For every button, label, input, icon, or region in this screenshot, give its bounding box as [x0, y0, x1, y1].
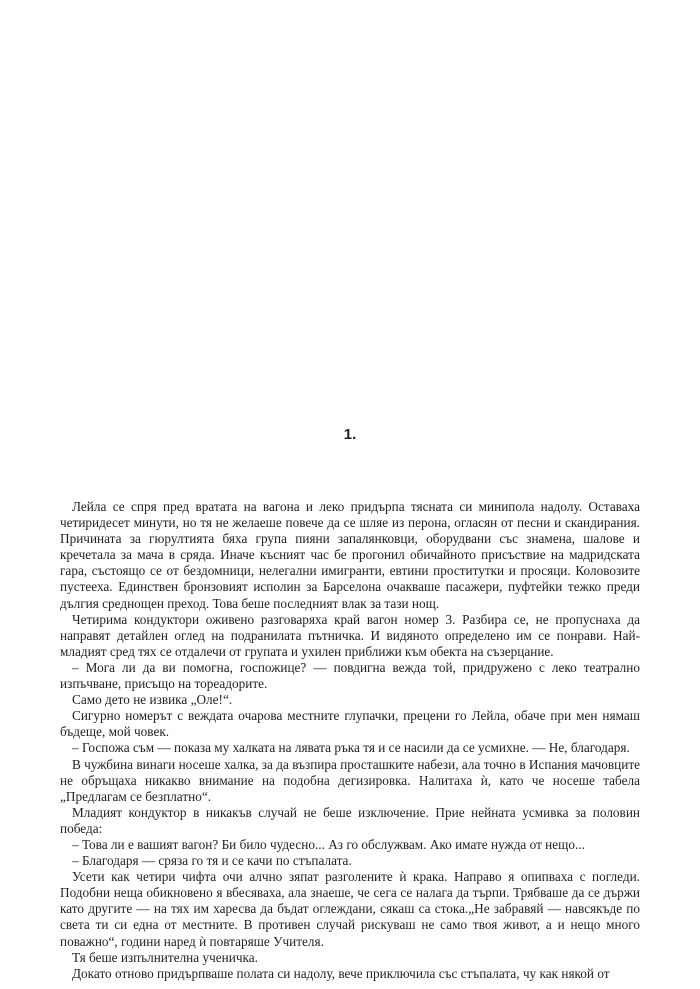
paragraph: Младият кондуктор в никакъв случай не беше изключение. Прие нейната усмивка за половин победа: — [60, 804, 640, 836]
paragraph: Сигурно номерът с веждата очарова местните глупачки, прецени го Лейла, обаче при мен нямаш бъдеще, мой човек. — [60, 708, 640, 740]
paragraph: В чужбина винаги носеше халка, за да възпира просташките набези, ала точно в Испания мачовците не обръщаха никакво внимание на подобна дегизировка. Налитаха ѝ, като че носеше табела „Предлагам се безплатно“. — [60, 756, 640, 804]
paragraph: Четирима кондуктори оживено разговаряха край вагон номер 3. Разбира се, не пропуснаха да направят детайлен оглед на подранилата пътничка. И видяното определено им се понрави. Най-младият сред тях се отдалечи от групата и ухилен приближи към обекта на съзерцание. — [60, 611, 640, 659]
paragraph: Лейла се спря пред вратата на вагона и леко придърпа тясната си минипола надолу. Оставаха четиридесет минути, но тя не желаеше повече да се шляе из перона, огласян от песни и скандирания. Причината за гюрултията бяха група пияни запалянковци, оборудвани със знамена, шалове и кречетала за мача в сряда. Иначе късният час бе прогонил обичайното присъствие на мадридската гара, състоящо се от бездомници, нелегални имигранти, евтини проститутки и просяци. Коловозите пустееха. Единствен бронзовият исполин за Барселона очакваше пасажери, пуфтейки тежко преди дългия среднощен преход. Това беше последният влак за тази нощ. — [60, 499, 640, 611]
paragraph: Тя беше изпълнителна ученичка. — [72, 949, 258, 965]
paragraph: – Мога ли да ви помогна, госпожице? — повдигна вежда той, придружено с леко театрално изпъчване, присъщо на тореадорите. — [60, 659, 640, 692]
paragraph: – Благодаря — сряза го тя и се качи по стъпалата. — [72, 853, 352, 869]
paragraph: Докато отново придърпваше полата си надолу, вече приключила със стъпалата, чу как някой от — [72, 965, 610, 981]
chapter-title: 1. — [343, 426, 357, 443]
chapter-body — [60, 499, 640, 982]
paragraph: Усети как четири чифта очи алчно зяпат разголените ѝ крака. Направо я опипваха с погледи. Подобни неща обикновено я вбесяваха, ала знаеше, че сега се налага да търпи. Трябваше да се държи като другите — на тях им харесва да бъдат оглеждани, сякаш са стока.„Не забравяй — навсякъде по света ти си една от местните. В противен случай рискуваш не само твоя живот, а и нещо много поважно“, години наред ѝ повтаряше Учителя. — [60, 869, 640, 949]
paragraph: – Това ли е вашият вагон? Би било чудесно... Аз го обслужвам. Ако имате нужда от нещо... — [72, 836, 585, 852]
paragraph: Само дето не извика „Оле!“. — [72, 692, 233, 708]
paragraph: – Госпожа съм — показа му халката на лявата ръка тя и се насили да се усмихне. — Не, благодаря. — [72, 740, 630, 756]
